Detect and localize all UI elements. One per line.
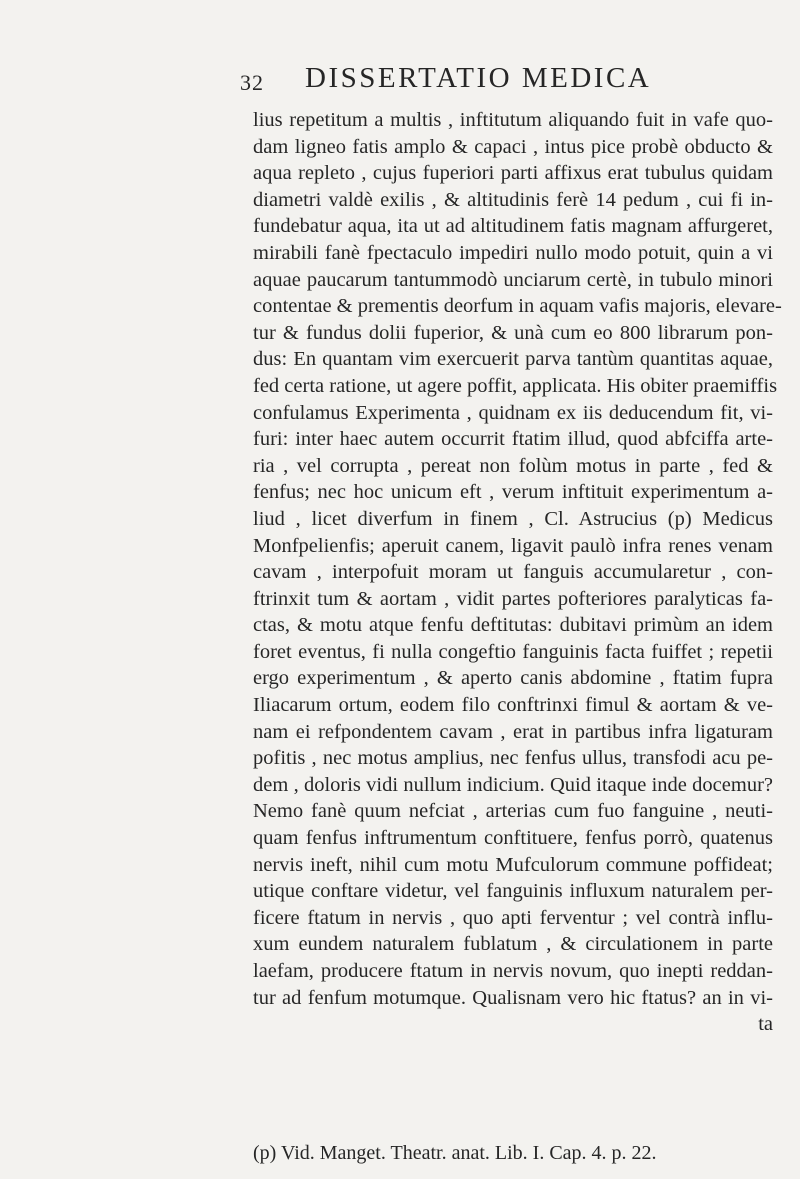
text-line: fenfus; nec hoc unicum eft , verum inftituit experimentum a- — [253, 481, 773, 504]
footnote: (p) Vid. Manget. Theatr. anat. Lib. I. Cap. 4. p. 22. — [253, 1142, 657, 1164]
text-line: cavam , interpofuit moram ut fanguis accumularetur , con- — [253, 561, 773, 584]
text-line: nam ei refpondentem cavam , erat in partibus infra ligaturam — [253, 720, 773, 743]
text-line: ria , vel corrupta , pereat non folùm motus in parte , fed & — [253, 454, 773, 477]
text-line: fundebatur aqua, ita ut ad altitudinem fatis magnam affurgeret, — [253, 215, 773, 238]
text-line: diametri valdè exilis , & altitudinis ferè 14 pedum , cui fi in- — [253, 188, 773, 211]
text-line: dam ligneo fatis amplo & capaci , intus pice probè obducto & — [253, 135, 773, 158]
text-line: fed certa ratione, ut agere poffit, applicata. His obiter praemiffis — [253, 374, 778, 397]
text-line: liud , licet diverfum in finem , Cl. Astrucius (p) Medicus — [253, 507, 773, 530]
text-line: aqua repleto , cujus fuperiori parti affixus erat tubulus quidam — [253, 162, 773, 185]
text-line: ficere ftatum in nervis , quo apti ferventur ; vel contrà influ- — [253, 906, 773, 929]
text-line: ctas, & motu atque fenfu deftitutas: dubitavi primùm an idem — [253, 614, 773, 637]
running-title: DISSERTATIO MEDICA — [305, 62, 652, 94]
text-line: pofitis , nec motus amplius, nec fenfus ullus, transfodi acu pe- — [253, 747, 773, 770]
text-line: Monfpelienfis; aperuit canem, ligavit paulò infra renes venam — [253, 534, 773, 557]
text-line: Iliacarum ortum, eodem filo conftrinxi fimul & aortam & ve- — [253, 694, 773, 717]
text-line: furi: inter haec autem occurrit ftatim illud, quod abfciffa arte- — [253, 428, 773, 451]
text-line: xum eundem naturalem fublatum , & circulationem in parte — [253, 933, 773, 956]
text-line: utique conftare videtur, vel fanguinis influxum naturalem per- — [253, 880, 773, 903]
text-line: lius repetitum a multis , inftitutum aliquando fuit in vafe quo- — [253, 109, 773, 131]
text-line: tur & fundus dolii fuperior, & unà cum eo 800 librarum pon- — [253, 321, 773, 344]
text-line: ergo experimentum , & aperto canis abdomine , ftatim fupra — [253, 667, 773, 690]
text-line: aquae paucarum tantummodò unciarum certè, in tubulo minori — [253, 268, 773, 291]
text-line: laefam, producere ftatum in nervis novum, quo inepti reddan- — [253, 960, 773, 982]
body-text — [253, 107, 782, 1038]
text-line: foret eventus, fi nulla congeftio fanguinis facta fuiffet ; repetii — [253, 640, 773, 663]
text-line: dem , doloris vidi nullum indicium. Quid itaque inde docemur? — [253, 773, 773, 796]
text-line: dus: En quantam vim exercuerit parva tantùm quantitas aquae, — [253, 348, 773, 371]
text-line: ftrinxit tum & aortam , vidit partes pofteriores paralyticas fa- — [253, 587, 773, 610]
text-line: nervis ineft, nihil cum motu Mufculorum commune poffideat; — [253, 853, 773, 876]
text-line: Nemo fanè quum nefciat , arterias cum fuo fanguine , neuti- — [253, 800, 773, 823]
page-number: 32 — [240, 70, 264, 95]
text-line: contentae & prementis deorfum in aquam vafis majoris, elevare- — [253, 295, 782, 318]
text-line: confulamus Experimenta , quidnam ex iis deducendum fit, vi- — [253, 401, 773, 424]
text-line: mirabili fanè fpectaculo impediri nullo modo potuit, quin a vi — [253, 241, 773, 264]
text-line: tur ad fenfum motumque. Qualisnam vero hic ftatus? an in vi- — [253, 986, 773, 1009]
text-line: quam fenfus inftrumentum conftituere, fenfus porrò, quatenus — [253, 827, 773, 850]
text-line: ta — [758, 1013, 773, 1036]
